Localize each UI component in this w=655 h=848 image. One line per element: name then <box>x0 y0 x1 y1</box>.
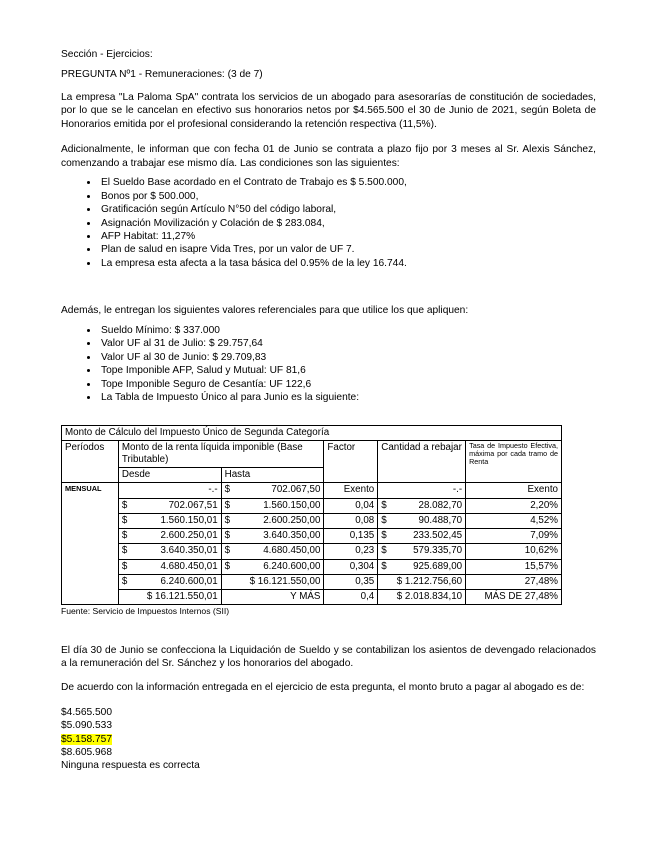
period-cell: MENSUAL <box>62 483 119 605</box>
paragraph-employee-hire: Adicionalmente, le informan que con fecha 01 de Junio se contrata a plazo fijo por 3 meses al Sr. Alexis Sánchez, comenzando a trabajar ese mismo día. Las condiciones son las siguientes: <box>61 144 596 169</box>
tasa-cell: 15,57% <box>466 559 562 574</box>
cantidad-cell: $ 925.689,00 <box>381 560 463 572</box>
answer-option[interactable]: $4.565.500 <box>61 707 112 719</box>
cantidad-cell: $ 2.018.834,10 <box>378 590 466 605</box>
hasta-cell: $ 3.640.350,00 <box>224 530 321 542</box>
tasa-cell: MÁS DE 27,48% <box>466 590 562 605</box>
table-row <box>62 513 562 528</box>
hasta-cell: $ 4.680.450,00 <box>224 545 321 557</box>
desde-cell: $ 6.240.600,01 <box>121 575 218 587</box>
answer-option[interactable]: Ninguna respuesta es correcta <box>61 760 200 772</box>
list-item: • Valor UF al 30 de Junio: $ 29.709,83 <box>99 351 596 364</box>
highlight-mark: $5.158.757 <box>61 733 112 745</box>
header-monto: Monto de la renta líquida imponible (Base Tributable) <box>118 440 324 467</box>
answer-option[interactable]: $5.090.533 <box>61 720 112 732</box>
header-cantidad: Cantidad a rebajar <box>378 440 466 483</box>
desde-cell: -.- <box>118 483 221 498</box>
hasta-cell: Y MÁS <box>221 590 324 605</box>
tasa-cell: 4,52% <box>466 513 562 528</box>
factor-cell: 0,304 <box>324 559 378 574</box>
table-title-row <box>62 425 562 440</box>
tasa-cell: 27,48% <box>466 574 562 589</box>
desde-cell: $ 2.600.250,01 <box>121 530 218 542</box>
conditions-list <box>61 176 596 270</box>
cantidad-cell: -.- <box>378 483 466 498</box>
hasta-cell: $ 702.067,50 <box>224 484 321 496</box>
list-item: • AFP Habitat: 11,27% <box>99 230 596 243</box>
factor-cell: 0,04 <box>324 498 378 513</box>
hasta-cell: $ 1.560.150,00 <box>224 499 321 511</box>
question-title: PREGUNTA Nº1 - Remuneraciones: (3 de 7) <box>61 69 263 81</box>
header-hasta: Hasta <box>221 468 324 483</box>
tax-table <box>61 425 562 606</box>
hasta-cell: $ 16.121.550,00 <box>221 574 324 589</box>
table-row <box>62 483 562 498</box>
tasa-cell: 10,62% <box>466 544 562 559</box>
factor-cell: 0,08 <box>324 513 378 528</box>
table-row <box>62 529 562 544</box>
table-row <box>62 590 562 605</box>
paragraph-payroll: El día 30 de Junio se confecciona la Liquidación de Sueldo y se contabilizan los asientos de devengado relacionados a la remuneración del Sr. Sánchez y los honorarios del abogado. <box>61 644 596 670</box>
table-row <box>62 498 562 513</box>
factor-cell: 0,23 <box>324 544 378 559</box>
header-tasa: Tasa de Impuesto Efectiva, máxima por cada tramo de Renta <box>466 440 562 483</box>
list-item: • Tope Imponible AFP, Salud y Mutual: UF 81,6 <box>99 364 596 377</box>
list-item: • Asignación Movilización y Colación de $ 283.084, <box>99 217 596 230</box>
desde-cell: $ 4.680.450,01 <box>121 560 218 572</box>
tasa-cell: Exento <box>466 483 562 498</box>
list-item: • Tope Imponible Seguro de Cesantía: UF 122,6 <box>99 378 596 391</box>
table-title: Monto de Cálculo del Impuesto Único de Segunda Categoría <box>62 425 562 440</box>
list-item: • Gratificación según Artículo N°50 del código laboral, <box>99 203 596 216</box>
factor-cell: 0,135 <box>324 529 378 544</box>
table-row <box>62 544 562 559</box>
cantidad-cell: $ 1.212.756,60 <box>378 574 466 589</box>
answer-option[interactable]: $8.605.968 <box>61 746 112 758</box>
table-row <box>62 559 562 574</box>
header-desde: Desde <box>118 468 221 483</box>
list-item: • La empresa esta afecta a la tasa básica del 0.95% de la ley 16.744. <box>99 257 596 270</box>
paragraph-lawyer-fees: La empresa "La Paloma SpA" contrata los servicios de un abogado para asesorarías de constitución de sociedades, por lo que se le cancelan en efectivo sus honorarios netos por $4.565.500 el 30 de Junio de 2021, según Boleta de Honorarios emitida por el profesional considerando la retención respectiva (11,5%). <box>61 91 596 130</box>
section-heading: Sección - Ejercicios: <box>61 49 153 60</box>
desde-cell: $ 3.640.350,01 <box>121 545 218 557</box>
paragraph-reference-values: Además, le entregan los siguientes valores referenciales para que utilice los que apliquen: <box>61 305 469 317</box>
header-periodos: Períodos <box>62 440 119 483</box>
cantidad-cell: $ 233.502,45 <box>381 530 463 542</box>
list-item: • Plan de salud en isapre Vida Tres, por un valor de UF 7. <box>99 243 596 256</box>
list-item: • Valor UF al 31 de Julio: $ 29.757,64 <box>99 337 596 350</box>
factor-cell: Exento <box>324 483 378 498</box>
desde-cell: $ 16.121.550,01 <box>118 590 221 605</box>
tasa-cell: 2,20% <box>466 498 562 513</box>
header-factor: Factor <box>324 440 378 483</box>
document-content <box>61 48 596 772</box>
tasa-cell: 7,09% <box>466 529 562 544</box>
references-list <box>61 324 596 405</box>
paragraph-question: De acuerdo con la información entregada en el ejercicio de esta pregunta, el monto bruto a pagar al abogado es de: <box>61 681 585 693</box>
table-header-row <box>62 440 562 467</box>
cantidad-cell: $ 579.335,70 <box>381 545 463 557</box>
table-source: Fuente: Servicio de Impuestos Internos (SII) <box>61 606 230 617</box>
answer-option-highlighted[interactable] <box>61 733 596 746</box>
desde-cell: $ 1.560.150,01 <box>121 514 218 526</box>
table-row <box>62 574 562 589</box>
list-item: • La Tabla de Impuesto Único al para Junio es la siguiente: <box>99 391 596 404</box>
hasta-cell: $ 2.600.250,00 <box>224 514 321 526</box>
factor-cell: 0,35 <box>324 574 378 589</box>
cantidad-cell: $ 28.082,70 <box>381 499 463 511</box>
desde-cell: $ 702.067,51 <box>121 499 218 511</box>
list-item: • El Sueldo Base acordado en el Contrato de Trabajo es $ 5.500.000, <box>99 176 596 189</box>
answer-options <box>61 706 596 772</box>
hasta-cell: $ 6.240.600,00 <box>224 560 321 572</box>
cantidad-cell: $ 90.488,70 <box>381 514 463 526</box>
list-item: • Sueldo Mínimo: $ 337.000 <box>99 324 596 337</box>
list-item: • Bonos por $ 500.000, <box>99 190 596 203</box>
factor-cell: 0,4 <box>324 590 378 605</box>
